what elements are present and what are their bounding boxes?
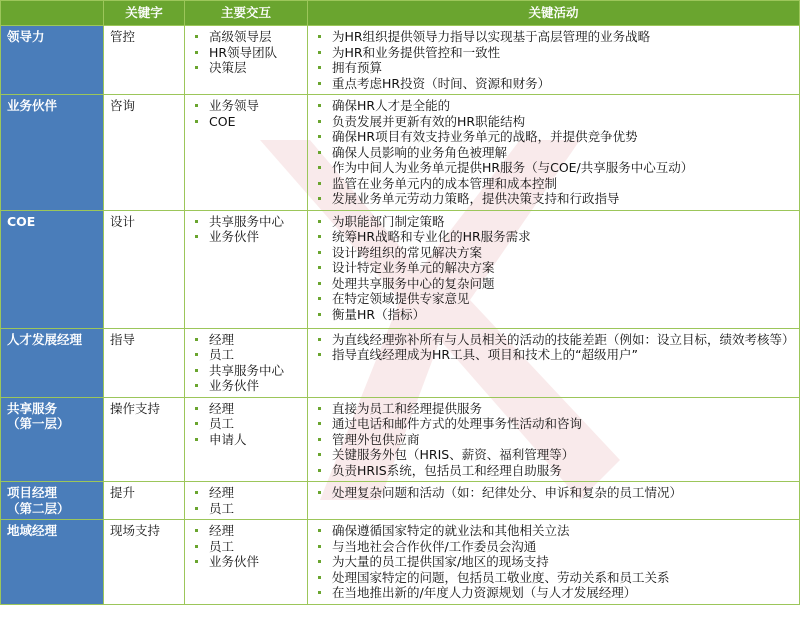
table-row [1,482,800,520]
role-cell [1,26,104,95]
header-role [1,1,104,26]
activity-item: 处理共享服务中心的复杂问题 [314,276,793,292]
interaction-item: 业务伙伴 [191,229,301,245]
interactions-cell [185,328,308,397]
activity-item: 指导直线经理成为HR工具、项目和技术上的“超级用户” [314,347,793,363]
keyword-cell: 现场支持 [104,520,185,605]
role-name: 领导力 [7,29,45,44]
role-name: 共享服务 [7,400,58,416]
activity-item: 衡量HR（指标） [314,307,793,323]
interaction-item: 员工 [191,347,301,363]
interactions-cell [185,520,308,605]
interaction-item: 业务伙伴 [191,554,301,570]
interaction-item: 员工 [191,416,301,432]
activities-cell [308,397,800,482]
table-row [1,26,800,95]
role-name: COE [7,213,36,229]
role-name: 业务伙伴 [7,98,58,113]
activity-item: 直接为员工和经理提供服务 [314,401,793,417]
table-row [1,210,800,328]
activity-item: 确保遵循国家特定的就业法和其他相关立法 [314,523,793,539]
table-header [1,1,800,26]
header-interactions: 主要交互 [185,1,308,26]
interaction-item: HR领导团队 [191,45,301,61]
activity-item: 监管在业务单元内的成本管理和成本控制 [314,176,793,192]
activities-cell [308,328,800,397]
activity-item: 在当地推出新的/年度人力资源规划（与人才发展经理） [314,585,793,601]
activities-cell [308,520,800,605]
activity-item: 为HR组织提供领导力指导以实现基于高层管理的业务战略 [314,29,793,45]
activity-item: 确保人员影响的业务角色被理解 [314,145,793,161]
header-keyword: 关键字 [104,1,185,26]
role-cell [1,95,104,211]
role-cell [1,482,104,520]
activities-cell [308,482,800,520]
activity-item: 为HR和业务提供管控和一致性 [314,45,793,61]
activity-item: 与当地社会合作伙伴/工作委员会沟通 [314,539,793,555]
interactions-cell [185,26,308,95]
activity-item: 管理外包供应商 [314,432,793,448]
interaction-item: 员工 [191,501,301,517]
table-row [1,328,800,397]
activity-item: 设计跨组织的常见解决方案 [314,245,793,261]
interaction-item: 业务伙伴 [191,378,301,394]
interaction-item: 决策层 [191,60,301,76]
interaction-item: 申请人 [191,432,301,448]
role-cell [1,210,104,328]
table-row [1,397,800,482]
activity-item: 为直线经理弥补所有与人员相关的活动的技能差距（例如：设立目标，绩效考核等） [314,332,793,348]
keyword-cell: 操作支持 [104,397,185,482]
activity-item: 统筹HR战略和专业化的HR服务需求 [314,229,793,245]
interaction-item: 共享服务中心 [191,363,301,379]
activities-cell [308,26,800,95]
interaction-item: 业务领导 [191,98,301,114]
activity-item: 设计特定业务单元的解决方案 [314,260,793,276]
interaction-item: 共享服务中心 [191,214,301,230]
activity-item: 拥有预算 [314,60,793,76]
activity-item: 在特定领域提供专家意见 [314,291,793,307]
interactions-cell [185,397,308,482]
interaction-item: 经理 [191,485,301,501]
role-cell [1,520,104,605]
keyword-cell: 咨询 [104,95,185,211]
activity-item: 处理复杂问题和活动（如：纪律处分、申诉和复杂的员工情况） [314,485,793,501]
role-cell [1,397,104,482]
keyword-cell: 提升 [104,482,185,520]
keyword-cell: 指导 [104,328,185,397]
activity-item: 关键服务外包（HRIS、薪资、福利管理等） [314,447,793,463]
interactions-cell [185,210,308,328]
activity-item: 确保HR人才是全能的 [314,98,793,114]
header-activities: 关键活动 [308,1,800,26]
role-name: 项目经理 [7,485,58,500]
role-name: （第二层） [7,500,70,516]
interaction-item: 高级领导层 [191,29,301,45]
activity-item: 作为中间人为业务单元提供HR服务（与COE/共享服务中心互动） [314,160,793,176]
activity-item: 确保HR项目有效支持业务单元的战略，并提供竞争优势 [314,129,793,145]
keyword-cell: 设计 [104,210,185,328]
interaction-item: 经理 [191,401,301,417]
activity-item: 重点考虑HR投资（时间、资源和财务） [314,76,793,92]
interaction-item: 经理 [191,332,301,348]
interaction-item: 员工 [191,539,301,555]
interaction-item: COE [191,114,301,130]
keyword-cell: 管控 [104,26,185,95]
activity-item: 处理国家特定的问题，包括员工敬业度、劳动关系和员工关系 [314,570,793,586]
table-row [1,95,800,211]
role-name: （第一层） [7,416,70,431]
activity-item: 负责HRIS系统，包括员工和经理自助服务 [314,463,793,479]
activities-cell [308,210,800,328]
activity-item: 负责发展并更新有效的HR职能结构 [314,114,793,130]
activity-item: 通过电话和邮件方式的处理事务性活动和咨询 [314,416,793,432]
activity-item: 为职能部门制定策略 [314,214,793,230]
interactions-cell [185,95,308,211]
activity-item: 发展业务单元劳动力策略，提供决策支持和行政指导 [314,191,793,207]
activities-cell [308,95,800,211]
interaction-item: 经理 [191,523,301,539]
table-row [1,520,800,605]
activity-item: 为大量的员工提供国家/地区的现场支持 [314,554,793,570]
role-name: 人才发展经理 [7,331,83,347]
role-cell [1,328,104,397]
role-name: 地域经理 [7,523,58,538]
interactions-cell [185,482,308,520]
